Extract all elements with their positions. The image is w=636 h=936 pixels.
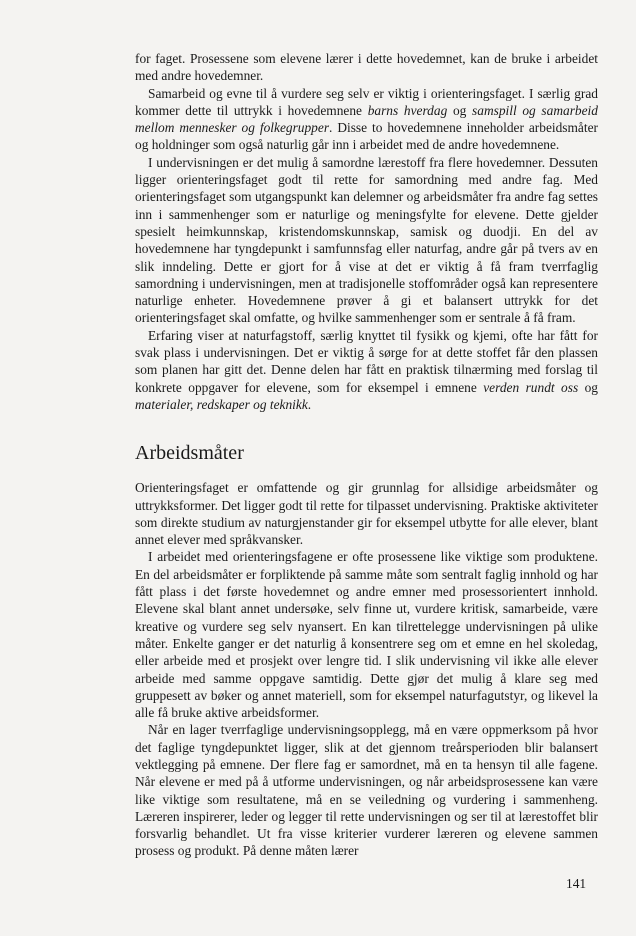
paragraph-naturfagstoff [135,327,598,413]
text-span: Samarbeid og evne til å vurdere seg selv er viktig i orienteringsfaget. I særlig grad kommer dette til uttrykk i hovedemnene [135,85,598,118]
text-span: Erfaring viser at naturfagstoff, særlig knyttet til fysikk og kjemi, ofte har fått for svak plass i undervisningen. Det er viktig å sørge for at dette stoffet får den plassen som planen har gitt det. Denne delen har fått en praktisk tilnærming med forslag til konkrete oppgaver for elevene, som for eksempel i emnene [135,327,598,395]
document-page [135,50,598,860]
paragraph-prosesser: I arbeidet med orienteringsfagene er ofte prosessene like viktige som produktene. En del arbeidsmåter er forpliktende på samme måte som sentralt faglig innhold og har fått plass i det første hovedemnet og andre emner med prosessorientert innhold. Elevene skal blant annet undersøke, selv finne ut, vurdere kritisk, samarbeide, være kreative og vurdere seg selv nyansert. En kan tilrettelegge undervisningen på ulike måter. Enkelte ganger er det naturlig å konsentrere seg om et emne en hel skoledag, eller arbeide med et prosjekt over lengre tid. I slik undervisning vil ikke alle elever arbeide med samme oppgave samtidig. Dette gjør det mulig å klare seg med gruppesett av bøker og annet materiell, som for eksempel naturfagutstyr, og likevel la alle få bruke aktive arbeidsformer. [135,549,598,721]
paragraph-samordning: I undervisningen er det mulig å samordne lærestoff fra flere hovedemner. Dessuten ligger orienteringsfaget godt til rette for samordning med andre fag. Med orienteringsfaget som utgangspunkt kan delemner og arbeidsmåter fra andre fag settes inn i sammenhenger som er naturlige og meningsfylte for elevene. Dette gjelder spesielt heimkunnskap, kristendomskunnskap, samisk og duodji. En del av hovedemnene har tyngdepunkt i samfunnsfag eller naturfag, andre går på tvers av en slik inndeling. Dette er gjort for å vise at det er viktig å få fram tverrfaglig samordning i undervisningen, men at tradisjonelle stoffområder også kan representere naturlige enheter. Hovedemnene prøver å gi et balansert uttrykk for det orienteringsfaget skal omfatte, og hvilke sammenhenger som er sentrale å få fram. [135,154,598,326]
italic-emne-materialer: materialer, redskaper og teknikk [135,396,308,412]
text-span: . [307,396,312,412]
paragraph-omfattende: Orienteringsfaget er omfattende og gir grunnlag for allsidige arbeidsmåter og uttrykksformer. Det ligger godt til rette for tilpasset undervisning. Praktiske aktiviteter som direkte studium av naturgjenstander gir for eksempel utbytte for alle elever, blant annet elever med språkvansker. [135,480,598,548]
italic-emne-samspill: samspill og samarbeid mellom mennesker og folkegrupper [135,102,598,136]
paragraph-samarbeid [135,85,598,154]
section-heading: Arbeidsmåter [135,442,244,465]
text-span: og [578,379,598,395]
text-span: og [447,102,473,118]
paragraph-continuation: for faget. Prosessene som elevene lærer i dette hovedemnet, kan de bruke i arbeidet med andre hovedemner. [135,51,598,84]
paragraph-tverrfaglig: Når en lager tverrfaglige undervisningsopplegg, må en være oppmerksom på hvor det faglige tyngdepunktet ligger, slik at det gjennom treårsperioden blir balansert vektlegging på emnene. Der flere fag er samordnet, må en ta hensyn til alle fagene. Når elevene er med på å utforme undervisningen, og når arbeidsprosessene kan være like viktige som resultatene, må en se veiledning og vurdering i sammenheng. Læreren inspirerer, leder og legger til rette undervisningen og ser til at lærestoffet blir forsvarlig behandlet. Ut fra visse kriterier vurderer læreren og elevene sammen prosess og produkt. På denne måten lærer [135,722,598,859]
italic-emne-barns-hverdag: barns hverdag [367,102,448,118]
text-span: . Disse to hovedemnene inneholder arbeidsmåter og holdninger som også naturlig går inn i arbeidet med de andre hovedemnene. [135,120,598,153]
page-number: 141 [566,876,587,891]
italic-emne-verden-rundt-oss: verden rundt oss [483,379,579,395]
